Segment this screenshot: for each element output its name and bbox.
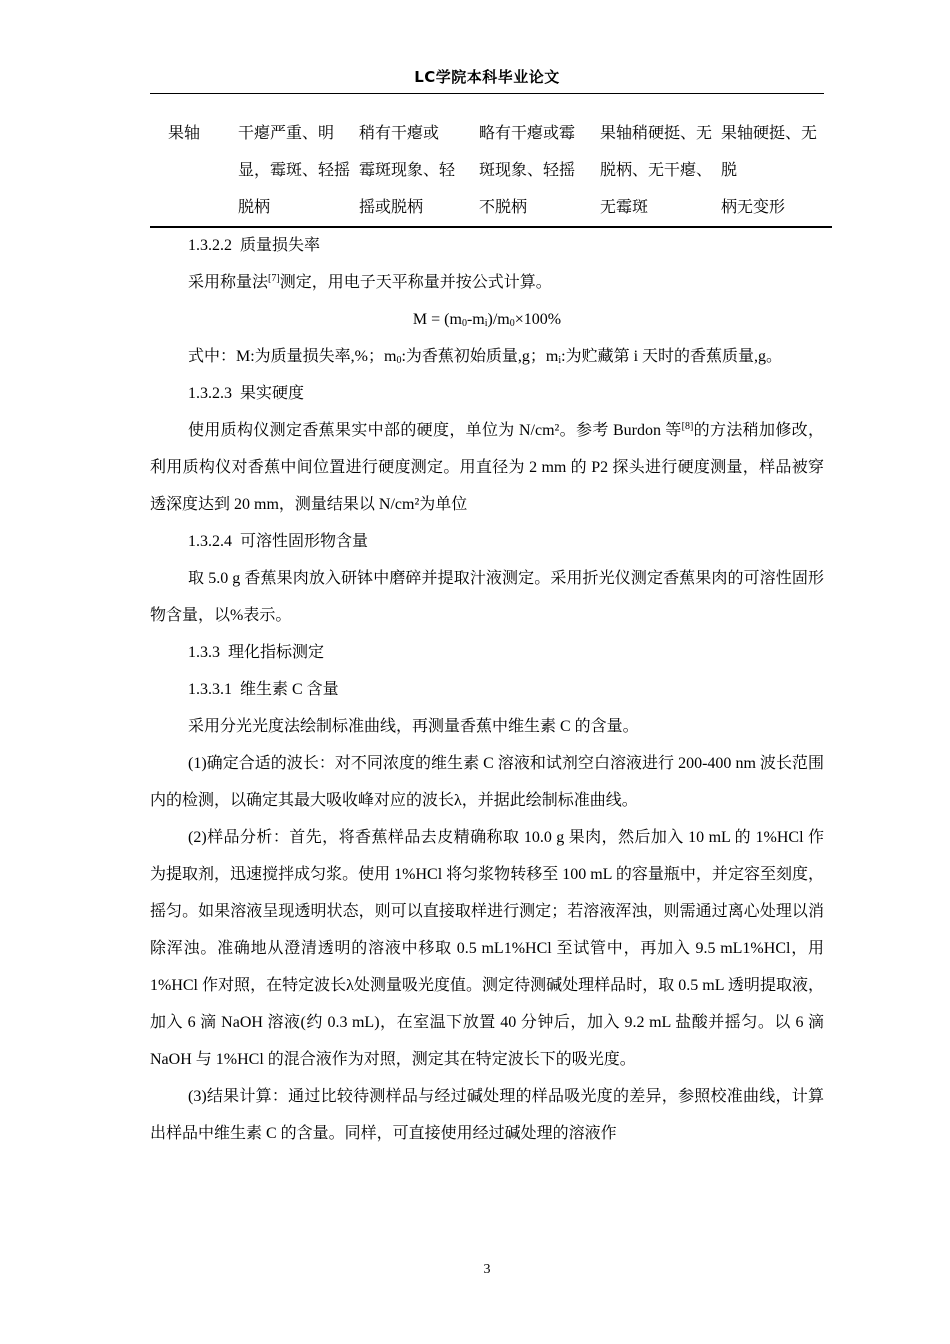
section-heading: 1.3.2.4 可溶性固形物含量 xyxy=(188,533,369,550)
paragraph: (1)确定合适的波长：对不同浓度的维生素 C 溶液和试剂空白溶液进行 200-400 nm 波长范围内的检测，以确定其最大吸收峰对应的波长λ，并据此绘制标准曲线。 xyxy=(150,755,824,809)
header-rule xyxy=(150,93,824,94)
table-cell-line: 脱柄、无干瘪、 xyxy=(600,162,713,179)
body-text xyxy=(150,227,824,1152)
table-cell-line: 果轴硬挺、无脱 xyxy=(721,125,818,179)
table-cell-line: 斑现象、轻摇 xyxy=(479,162,576,179)
table-cell-line: 柄无变形 xyxy=(721,199,786,216)
table-cell-line: 果轴 xyxy=(168,125,201,142)
table-cell-grade-3 xyxy=(479,115,597,226)
table-cell-line: 不脱柄 xyxy=(479,199,528,216)
table-cell-grade-4 xyxy=(600,115,718,226)
section-heading: 1.3.3 理化指标测定 xyxy=(188,644,325,661)
citation-ref: [8] xyxy=(681,421,694,432)
formula: $M = (m_0-m_i)/m_0\times 100\%$ xyxy=(412,311,562,329)
citation-ref: [7] xyxy=(268,273,280,284)
table-cell-line: 稍有干瘪或 xyxy=(359,125,440,142)
paragraph: 采用称量法[7]测定，用电子天平称量并按公式计算。 xyxy=(188,273,552,291)
section-heading: 1.3.2.2 质量损失率 xyxy=(188,237,321,254)
table-cell-line: 果轴稍硬挺、无 xyxy=(600,125,713,142)
paragraph: 取 5.0 g 香蕉果肉放入研钵中磨碎并提取汁液测定。采用折光仪测定香蕉果肉的可溶性固形物含量，以%表示。 xyxy=(150,570,824,624)
paragraph: 采用分光光度法绘制标准曲线，再测量香蕉中维生素 C 的含量。 xyxy=(188,718,639,735)
table-cell-line: 脱柄 xyxy=(238,199,271,216)
paragraph: (3)结果计算：通过比较待测样品与经过碱处理的样品吸光度的差异，参照校准曲线，计算出样品中维生素 C 的含量。同样，可直接使用经过碱处理的溶液作 xyxy=(150,1088,824,1142)
section-heading: 1.3.3.1 维生素 C 含量 xyxy=(188,681,339,698)
table-cell-line: 无霉斑 xyxy=(600,199,649,216)
table-cell-grade-2 xyxy=(359,115,474,226)
table-cell-line: 显，霉斑、轻摇 xyxy=(238,162,351,179)
table-cell-line: 略有干瘪或霉 xyxy=(479,125,576,142)
running-header-title: LC学院本科毕业论文 xyxy=(414,68,560,86)
paragraph: 使用质构仪测定香蕉果实中部的硬度，单位为 N/cm²。参考 Burdon 等[8]的方法稍加修改，利用质构仪对香蕉中间位置进行硬度测定。用直径为 2 mm 的 P2 探头进行硬度测量，样品被穿透深度达到 20 mm，测量结果以 N/cm²为单位 xyxy=(150,421,824,513)
table-cell-grade-5 xyxy=(721,115,832,226)
paragraph: 式中：M:为质量损失率,%；$m_0$:为香蕉初始质量,g；$m_i$:为贮藏第 i 天时的香蕉质量,g。 xyxy=(188,348,783,366)
table-cell-grade-1 xyxy=(238,115,356,226)
table-cell-row-label xyxy=(168,115,228,152)
page-number: 3 xyxy=(483,1262,491,1277)
table-cell-line: 霉斑现象、轻 xyxy=(359,162,456,179)
table-continuation-row xyxy=(150,115,832,228)
table-cell-line: 摇或脱柄 xyxy=(359,199,424,216)
section-heading: 1.3.2.3 果实硬度 xyxy=(188,385,305,402)
paragraph: (2)样品分析：首先，将香蕉样品去皮精确称取 10.0 g 果肉，然后加入 10 mL 的 1%HCl 作为提取剂，迅速搅拌成匀浆。使用 1%HCl 将匀浆物转移至 100 mL 的容量瓶中，并定容至刻度，摇匀。如果溶液呈现透明状态，则可以直接取样进行测定；若溶液浑浊，则需通过离心处理以消除浑浊。准确地从澄清透明的溶液中移取 0.5 mL1%HCl 至试管中，再加入 9.5 mL1%HCl，用 1%HCl 作对照，在特定波长λ处测量吸光度值。测定待测碱处理样品时，取 0.5 mL 透明提取液，加入 6 滴 NaOH 溶液(约 0.3 mL)，在室温下放置 40 分钟后，加入 9.2 mL 盐酸并摇匀。以 6 滴 NaOH 与 1%HCl 的混合液作为对照，测定其在特定波长下的吸光度。 xyxy=(150,829,824,1068)
table-cell-line: 干瘪严重、明 xyxy=(238,125,335,142)
